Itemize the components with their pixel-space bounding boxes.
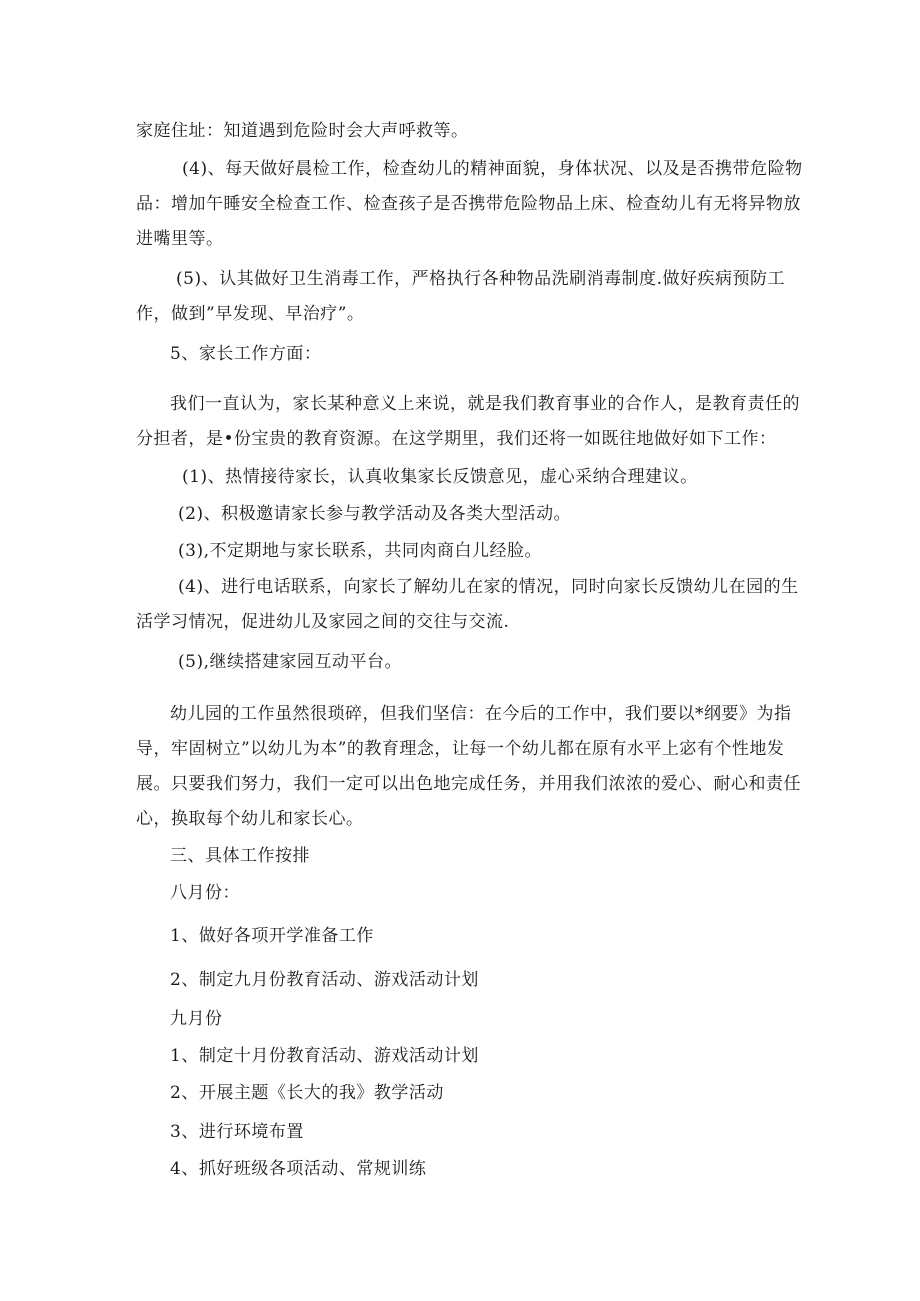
list-item: 2、制定九月份教育活动、游戏活动计划 [170,970,479,990]
list-item: (4)、进行电话联系，向家长了解幼儿在家的情况，同时向家长反馈幼儿在园的生 [178,577,799,597]
paragraph-line: 心，换取每个幼儿和家长心。 [136,809,364,829]
paragraph-line: 品：增加午睡安全检查工作、检查孩子是否携带危险物品上床、检查幼儿有无将异物放 [136,194,801,214]
list-item: (1)、热情接待家长，认真收集家长反馈意见，虚心采纳合理建议。 [182,467,698,487]
list-item: 1、做好各项开学准备工作 [170,926,374,946]
list-item: (3),不定期地与家长联系，共同肉商白儿经脸。 [178,541,542,561]
list-item: 2、开展主题《长大的我》教学活动 [170,1083,444,1103]
paragraph-line: 导，牢固树立”以幼儿为本”的教育理念，让每一个幼儿都在原有水平上宓有个性地发 [136,739,785,759]
section-heading: 三、具体工作按排 [170,846,310,866]
list-item: 4、抓好班级各项活动、常规训练 [170,1159,427,1179]
month-heading: 八月份： [170,883,240,903]
paragraph-line: (5)、认其做好卫生消毒工作，严格执行各种物品洗刷消毒制度.做好疾病预防工 [176,269,785,289]
list-item: 1、制定十月份教育活动、游戏活动计划 [170,1046,479,1066]
paragraph-line: 活学习情况，促进幼儿及家园之间的交往与交流. [136,612,510,632]
paragraph-line: 我们一直认为，家长某种意义上来说，就是我们教育事业的合作人，是教育责任的 [170,394,800,414]
paragraph-line: 进嘴里等。 [136,229,224,249]
paragraph-line: 家庭住址：知道遇到危险时会大声呼救等。 [136,121,469,141]
list-item: (5),继续搭建家园互动平台。 [178,652,402,672]
paragraph-line: 分担者，是•份宝贵的教育资源。在这学期里，我们还将一如既往地做好如下工作： [136,429,777,449]
month-heading: 九月份 [170,1009,223,1029]
section-heading: 5、家长工作方面： [170,344,322,364]
list-item: (2)、积极邀请家长参与教学活动及各类大型活动。 [178,504,572,524]
paragraph-line: 作，做到”早发现、早治疗”。 [136,304,365,324]
paragraph-line: (4)、每天做好晨检工作，检查幼儿的精神面貌，身体状况、以及是否携带危险物 [182,159,803,179]
paragraph-line: 展。只要我们努力，我们一定可以出色地完成任务，并用我们浓浓的爱心、耐心和责任 [136,774,801,794]
list-item: 3、进行环境布置 [170,1122,304,1142]
paragraph-line: 幼儿园的工作虽然很琐碎，但我们坚信：在今后的工作中，我们要以*纲要》为指 [170,704,792,724]
